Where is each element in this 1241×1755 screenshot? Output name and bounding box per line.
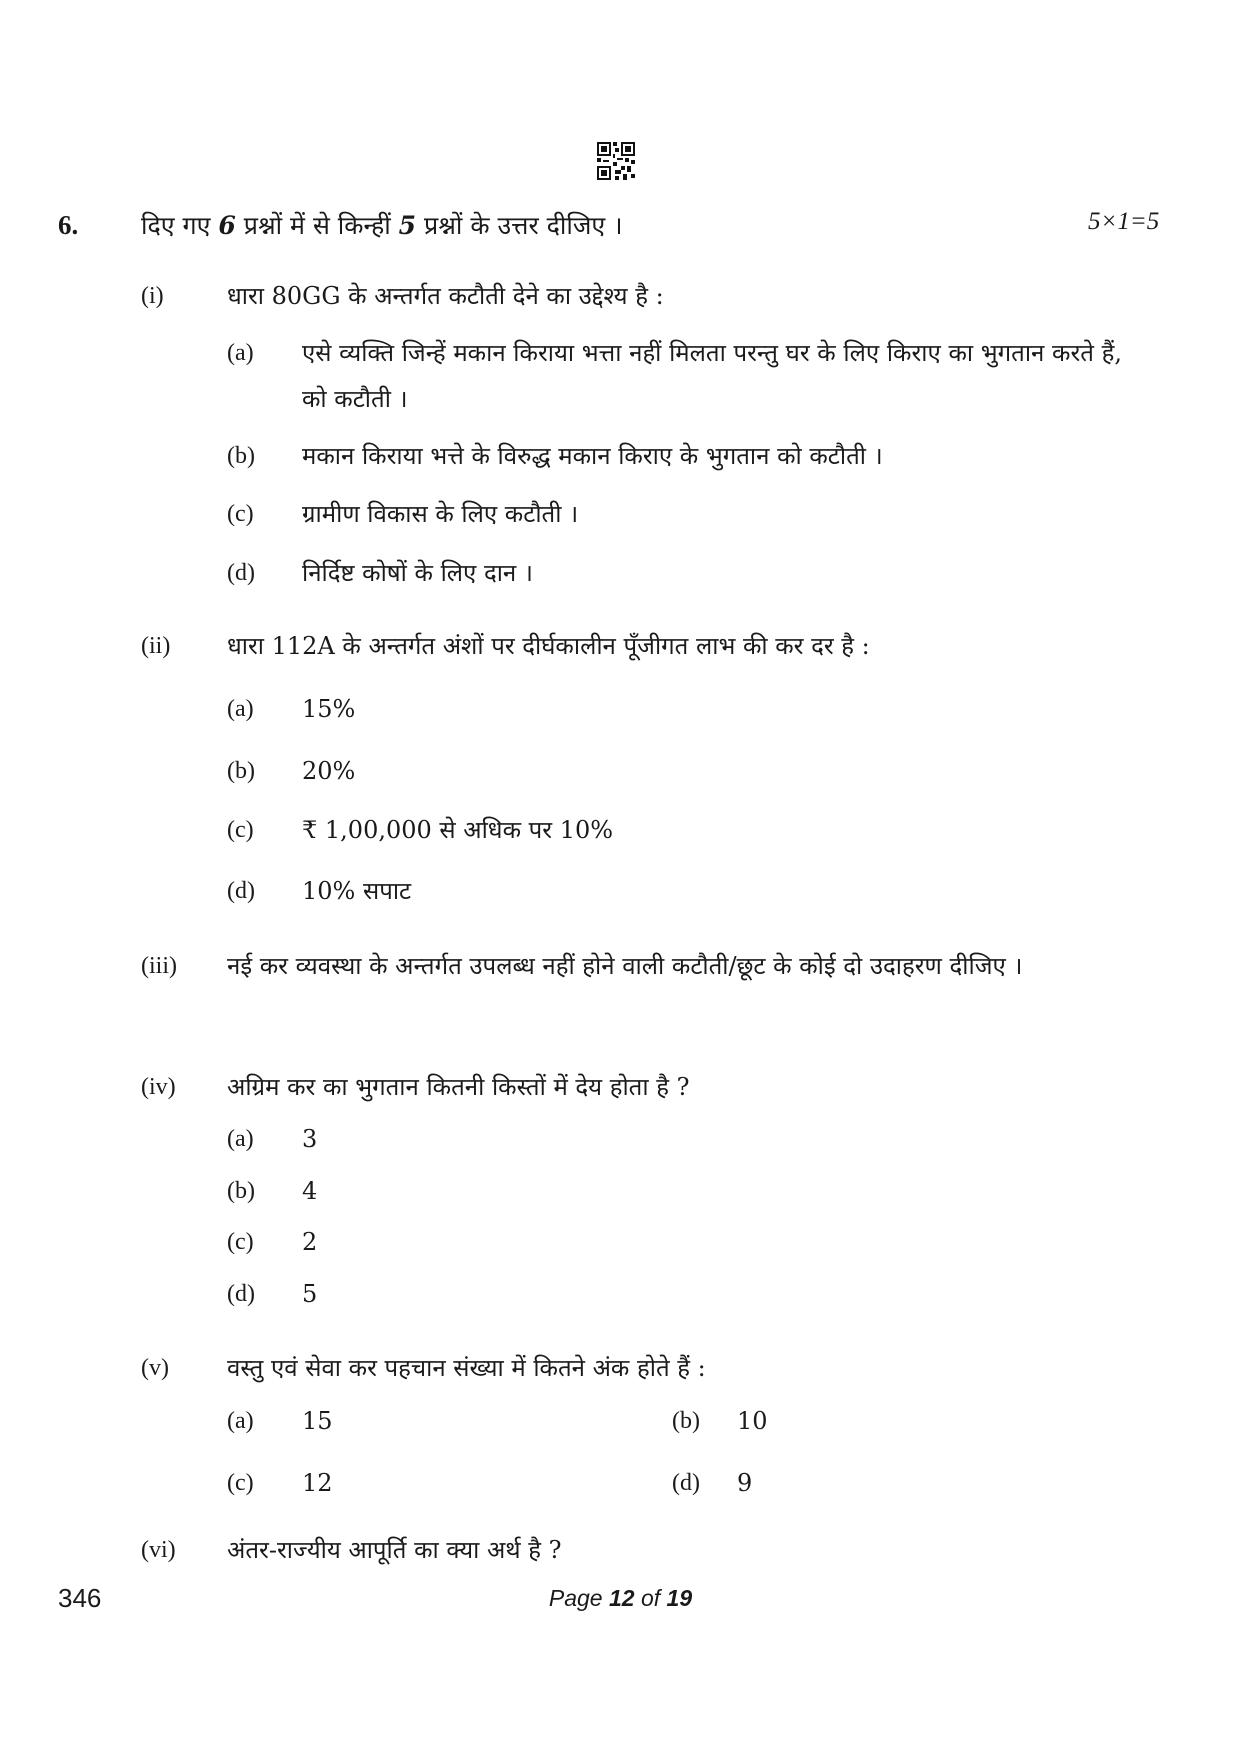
question-number: 6. [58, 210, 79, 240]
subquestion-stem: नई कर व्यवस्था के अन्तर्गत उपलब्ध नहीं होने वाली कटौती/छूट के कोई दो उदाहरण दीजिए । [227, 952, 1023, 980]
option-text: एसे व्यक्ति जिन्हें मकान किराया भत्ता नहीं मिलता परन्तु घर के लिए किराए का भुगतान करते हैं, को कटौती । [302, 339, 1122, 413]
option-text: मकान किराया भत्ते के विरुद्ध मकान किराए के भुगतान को कटौती । [302, 442, 883, 470]
option-label: (d) [227, 1281, 255, 1307]
subquestion-number: (i) [141, 283, 164, 309]
option-text: 4 [302, 1177, 318, 1205]
option-text: 20% [302, 757, 356, 785]
subquestion-stem: वस्तु एवं सेवा कर पहचान संख्या में कितने अंक होते हैं : [227, 1354, 706, 1382]
option-text: 5 [302, 1280, 318, 1308]
qr-code-icon [597, 142, 635, 180]
marks-allocation: 5×1=5 [1088, 208, 1160, 235]
option-text: 9 [737, 1469, 753, 1497]
subquestion-number: (iii) [141, 953, 177, 979]
option-label: (c) [227, 817, 254, 843]
option-label: (b) [227, 443, 255, 469]
question-instruction: दिए गए 6 प्रश्नों में से किन्हीं 5 प्रश्नों के उत्तर दीजिए । [141, 211, 623, 240]
option-label: (a) [227, 1126, 254, 1152]
option-label: (a) [227, 1408, 254, 1434]
subquestion-stem: धारा 112A के अन्तर्गत अंशों पर दीर्घकालीन पूँजीगत लाभ की कर दर है : [227, 632, 870, 660]
option-text: 15 [302, 1407, 333, 1435]
option-label: (b) [227, 1178, 255, 1204]
subquestion-stem: अंतर-राज्यीय आपूर्ति का क्या अर्थ है ? [227, 1536, 562, 1564]
option-label: (d) [672, 1470, 700, 1496]
subquestion-number: (v) [141, 1355, 169, 1381]
option-text: 12 [302, 1469, 333, 1497]
option-text: 10 [737, 1407, 768, 1435]
subquestion-number: (vi) [141, 1537, 176, 1563]
option-label: (d) [227, 560, 255, 586]
option-label: (a) [227, 696, 254, 722]
option-text: 15% [302, 695, 356, 723]
option-label: (c) [227, 1470, 254, 1496]
subquestion-stem: धारा 80GG के अन्तर्गत कटौती देने का उद्देश्य है : [227, 282, 664, 310]
option-text: 3 [302, 1125, 318, 1153]
option-text: 10% सपाट [302, 877, 412, 905]
option-text: ₹ 1,00,000 से अधिक पर 10% [302, 816, 614, 844]
paper-code: 346 [58, 1583, 102, 1613]
option-text: ग्रामीण विकास के लिए कटौती । [302, 500, 579, 528]
subquestion-number: (iv) [141, 1074, 176, 1100]
option-label: (c) [227, 501, 254, 527]
option-label: (d) [227, 878, 255, 904]
option-label: (b) [672, 1408, 700, 1434]
option-text: निर्दिष्ट कोषों के लिए दान । [302, 559, 533, 587]
option-label: (b) [227, 758, 255, 784]
option-label: (c) [227, 1229, 254, 1255]
subquestion-stem: अग्रिम कर का भुगतान कितनी किस्तों में देय होता है ? [227, 1073, 690, 1101]
page-indicator: Page 12 of 19 [548, 1585, 693, 1611]
subquestion-number: (ii) [141, 633, 171, 659]
option-label: (a) [227, 340, 254, 366]
option-text: 2 [302, 1228, 318, 1256]
